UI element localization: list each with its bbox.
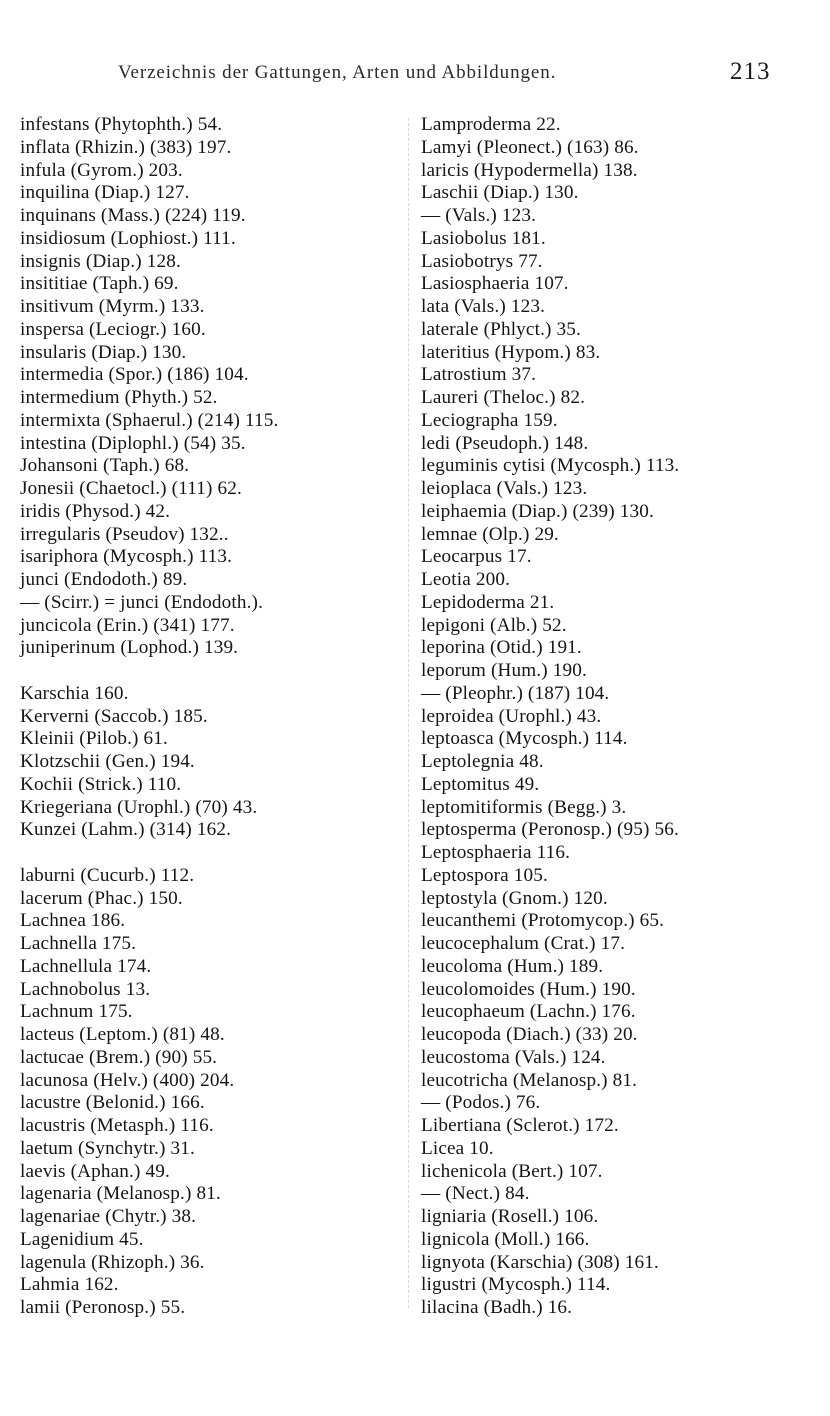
index-entry: Kunzei (Lahm.) (314) 162.	[20, 819, 232, 841]
index-entry: Lepidoderma 21.	[421, 591, 555, 613]
index-entry: Lachnobolus 13.	[20, 978, 151, 1000]
index-entry: insignis (Diap.) 128.	[20, 250, 181, 272]
index-entry: irregularis (Pseudov) 132..	[20, 523, 229, 545]
index-entry: lichenicola (Bert.) 107.	[421, 1160, 603, 1182]
index-entry: intestina (Diplophl.) (54) 35.	[20, 432, 246, 454]
index-entry: — (Nect.) 84.	[421, 1183, 530, 1205]
index-entry: leptostyla (Gnom.) 120.	[421, 887, 608, 909]
index-entry: lacerum (Phac.) 150.	[20, 887, 183, 909]
index-entry: — (Pleophr.) (187) 104.	[421, 682, 610, 704]
index-entry: Leptosphaeria 116.	[421, 842, 571, 863]
header-title: Verzeichnis der Gattungen, Arten und Abbildungen.	[118, 62, 557, 83]
index-entry: insitivum (Myrm.) 133.	[20, 296, 205, 317]
index-entry: lignicola (Moll.) 166.	[421, 1228, 590, 1250]
column-divider	[408, 118, 409, 1308]
index-entry: leiphaemia (Diap.) (239) 130.	[421, 500, 654, 522]
index-entry: leucoloma (Hum.) 189.	[421, 955, 604, 977]
index-entry: lagenariae (Chytr.) 38.	[20, 1206, 197, 1227]
index-entry: Lachnea 186.	[20, 910, 126, 932]
index-entry: Laschii (Diap.) 130.	[421, 182, 579, 204]
index-entry: Latrostium 37.	[421, 364, 537, 386]
index-entry: leucotricha (Melanosp.) 81.	[421, 1069, 638, 1091]
index-entry: insularis (Diap.) 130.	[20, 341, 187, 363]
page-number: 213	[730, 58, 771, 85]
index-entry: Lamyi (Pleonect.) (163) 86.	[421, 136, 639, 158]
index-entry: ligniaria (Rosell.) 106.	[421, 1206, 599, 1227]
index-entry: — (Scirr.) = junci (Endodoth.).	[20, 591, 264, 613]
index-entry: leptoasca (Mycosph.) 114.	[421, 728, 628, 750]
index-entry: inflata (Rhizin.) (383) 197.	[20, 136, 232, 158]
index-entry: juncicola (Erin.) (341) 177.	[20, 614, 235, 636]
index-entry: Karschia 160.	[20, 682, 129, 704]
index-entry: intermedia (Spor.) (186) 104.	[20, 364, 249, 386]
index-entry: leptomitiformis (Begg.) 3.	[421, 796, 627, 818]
index-entry: laburni (Cucurb.) 112.	[20, 864, 195, 886]
index-entry: lacustris (Metasph.) 116.	[20, 1115, 214, 1136]
index-entry: Lachnellula 174.	[20, 955, 152, 977]
index-entry: lemnae (Olp.) 29.	[421, 523, 559, 545]
index-entry: leioplaca (Vals.) 123.	[421, 478, 588, 499]
index-entry: Licea 10.	[421, 1137, 494, 1159]
index-entry: leucocephalum (Crat.) 17.	[421, 933, 626, 954]
index-entry: lacustre (Belonid.) 166.	[20, 1092, 205, 1114]
index-entry: leucolomoides (Hum.) 190.	[421, 978, 636, 1000]
index-entry: Leotia 200.	[421, 569, 511, 590]
index-entry: Libertiana (Sclerot.) 172.	[421, 1115, 619, 1136]
index-entry: Lachnum 175.	[20, 1001, 133, 1023]
index-entry: Lahmia 162.	[20, 1274, 119, 1296]
index-column-left	[20, 114, 390, 1320]
index-entry: Leptomitus 49.	[421, 773, 540, 795]
index-entry: leptosperma (Peronosp.) (95) 56.	[421, 819, 679, 841]
index-entry: Laureri (Theloc.) 82.	[421, 387, 586, 408]
index-entry: leproidea (Urophl.) 43.	[421, 705, 602, 727]
index-entry: ligustri (Mycosph.) 114.	[421, 1274, 611, 1296]
index-entry: junci (Endodoth.) 89.	[20, 569, 188, 590]
index-entry: Jonesii (Chaetocl.) (111) 62.	[20, 478, 242, 499]
index-entry: Kochii (Strick.) 110.	[20, 773, 182, 795]
index-entry: Kriegeriana (Urophl.) (70) 43.	[20, 796, 258, 818]
index-entry: laricis (Hypodermella) 138.	[421, 159, 638, 181]
blank-line	[20, 660, 390, 683]
index-entry: intermedium (Phyth.) 52.	[20, 387, 218, 408]
index-entry: lignyota (Karschia) (308) 161.	[421, 1251, 659, 1273]
index-entry: leporum (Hum.) 190.	[421, 660, 587, 681]
index-entry: inspersa (Leciogr.) 160.	[20, 318, 206, 340]
index-entry: ledi (Pseudoph.) 148.	[421, 432, 589, 454]
blank-line	[20, 842, 390, 865]
index-entry: Johansoni (Taph.) 68.	[20, 455, 190, 477]
index-entry: Kleinii (Pilob.) 61.	[20, 728, 168, 750]
index-entry: Lasiosphaeria 107.	[421, 273, 569, 295]
index-entry: infula (Gyrom.) 203.	[20, 159, 183, 181]
index-entry: intermixta (Sphaerul.) (214) 115.	[20, 409, 279, 431]
index-entry: infestans (Phytophth.) 54.	[20, 114, 223, 135]
index-entry: lilacina (Badh.) 16.	[421, 1297, 573, 1318]
index-entry: lateritius (Hypom.) 83.	[421, 341, 601, 363]
index-entry: insititiae (Taph.) 69.	[20, 273, 179, 295]
index-entry: lacunosa (Helv.) (400) 204.	[20, 1069, 235, 1091]
index-entry: laevis (Aphan.) 49.	[20, 1160, 170, 1182]
index-entry: Lasiobotrys 77.	[421, 250, 543, 272]
index-entry: leucostoma (Vals.) 124.	[421, 1046, 606, 1068]
index-entry: isariphora (Mycosph.) 113.	[20, 546, 233, 568]
index-entry: laterale (Phlyct.) 35.	[421, 318, 581, 340]
index-entry: lagenula (Rhizoph.) 36.	[20, 1251, 205, 1273]
index-entry: lepigoni (Alb.) 52.	[421, 614, 567, 636]
index-entry: leucophaeum (Lachn.) 176.	[421, 1001, 636, 1023]
index-entry: Leptospora 105.	[421, 864, 548, 886]
index-entry: insidiosum (Lophiost.) 111.	[20, 227, 236, 249]
index-entry: — (Vals.) 123.	[421, 205, 537, 226]
index-entry: juniperinum (Lophod.) 139.	[20, 637, 239, 659]
index-entry: Klotzschii (Gen.) 194.	[20, 751, 195, 772]
index-entry: Leciographa 159.	[421, 409, 558, 431]
index-entry: lacteus (Leptom.) (81) 48.	[20, 1024, 225, 1045]
index-entry: inquinans (Mass.) (224) 119.	[20, 205, 246, 226]
running-header	[0, 60, 830, 90]
index-entry: lamii (Peronosp.) 55.	[20, 1297, 186, 1318]
index-entry: leucopoda (Diach.) (33) 20.	[421, 1024, 638, 1045]
index-entry: laetum (Synchytr.) 31.	[20, 1137, 195, 1159]
index-entry: inquilina (Diap.) 127.	[20, 182, 190, 204]
index-entry: — (Podos.) 76.	[421, 1092, 541, 1114]
index-entry: leguminis cytisi (Mycosph.) 113.	[421, 455, 680, 477]
index-entry: Lagenidium 45.	[20, 1228, 144, 1250]
index-entry: Lamproderma 22.	[421, 114, 561, 135]
index-entry: Lachnella 175.	[20, 933, 137, 954]
index-entry: Kerverni (Saccob.) 185.	[20, 705, 208, 727]
index-entry: lagenaria (Melanosp.) 81.	[20, 1183, 221, 1205]
index-entry: lata (Vals.) 123.	[421, 296, 546, 317]
index-entry: lactucae (Brem.) (90) 55.	[20, 1046, 218, 1068]
index-entry: Leocarpus 17.	[421, 546, 532, 568]
index-entry: Lasiobolus 181.	[421, 227, 546, 249]
index-entry: Leptolegnia 48.	[421, 751, 544, 772]
index-entry: leucanthemi (Protomycop.) 65.	[421, 910, 665, 932]
index-entry: leporina (Otid.) 191.	[421, 637, 582, 659]
index-column-right	[421, 114, 821, 1320]
index-entry: iridis (Physod.) 42.	[20, 500, 171, 522]
